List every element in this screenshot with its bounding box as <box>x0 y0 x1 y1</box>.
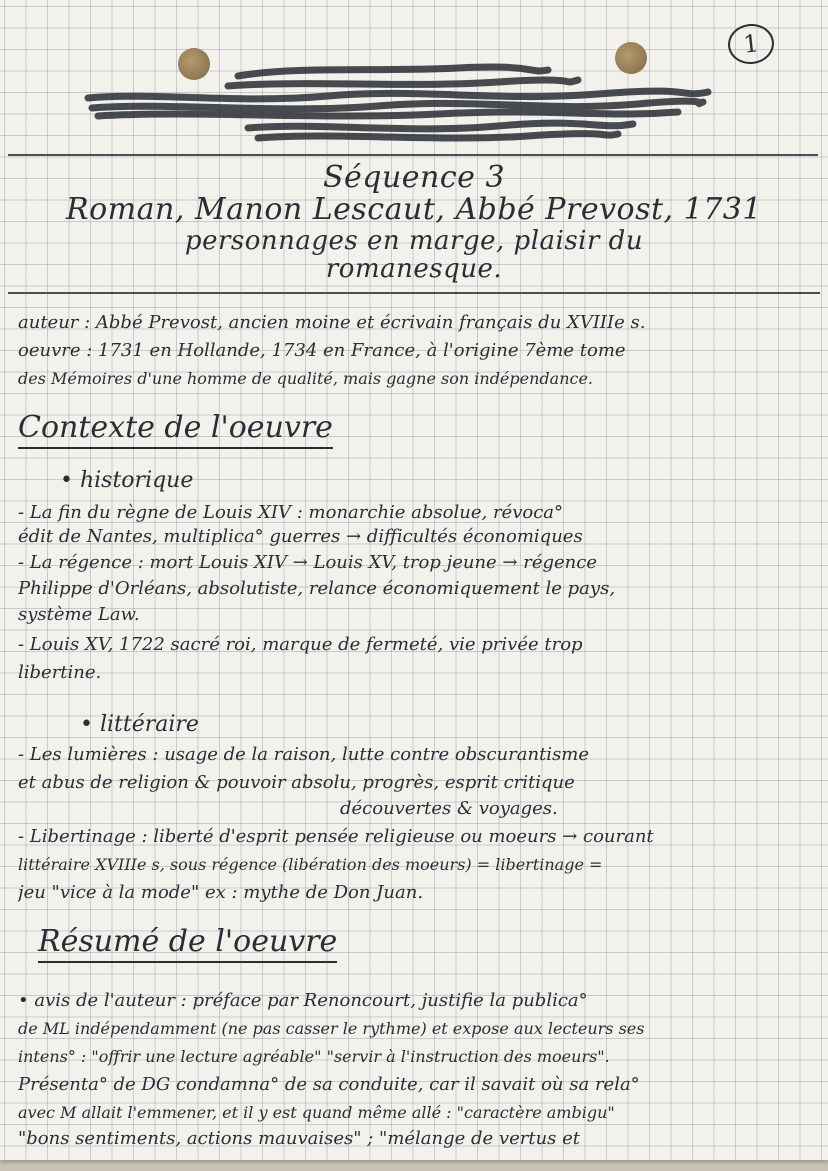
intro-line: auteur : Abbé Prevost, ancien moine et écrivain français du XVIIIe s. <box>18 312 646 333</box>
resume-line: intens° : "offrir une lecture agréable" "servir à l'instruction des moeurs". <box>18 1047 610 1066</box>
litteraire-line: - Les lumières : usage de la raison, lutte contre obscurantisme <box>18 744 590 765</box>
page-number: 1 <box>726 22 776 67</box>
historique-line: - La régence : mort Louis XIV → Louis XV, trop jeune → régence <box>18 552 597 573</box>
divider-sequence <box>8 292 820 294</box>
contexte-heading: Contexte de l'oeuvre <box>18 410 333 449</box>
historique-line: - La fin du règne de Louis XIV : monarchie absolue, révoca° <box>18 502 564 523</box>
historique-label: • historique <box>60 468 194 493</box>
resume-line: • avis de l'auteur : préface par Renoncourt, justifie la publica° <box>18 990 588 1011</box>
litteraire-line: jeu "vice à la mode" ex : mythe de Don Juan. <box>18 882 424 903</box>
resume-line: "bons sentiments, actions mauvaises" ; "mélange de vertus et <box>18 1128 581 1149</box>
intro-line: des Mémoires d'une homme de qualité, mais gagne son indépendance. <box>18 369 594 388</box>
litteraire-line: littéraire XVIIIe s, sous régence (libération des moeurs) = libertinage = <box>18 855 603 874</box>
historique-line: édit de Nantes, multiplica° guerres → difficultés économiques <box>18 526 583 547</box>
historique-line: Philippe d'Orléans, absolutiste, relance économiquement le pays, <box>18 578 616 599</box>
sequence-title: Roman, Manon Lescaut, Abbé Prevost, 1731 <box>66 192 762 227</box>
litteraire-label: • littéraire <box>80 712 199 737</box>
litteraire-line: et abus de religion & pouvoir absolu, progrès, esprit critique <box>18 772 575 793</box>
historique-line: - Louis XV, 1722 sacré roi, marque de fermeté, vie privée trop <box>18 634 583 655</box>
divider-top <box>8 154 818 156</box>
resume-line: de ML indépendamment (ne pas casser le rythme) et expose aux lecteurs ses <box>18 1019 645 1038</box>
litteraire-line: découvertes & voyages. <box>340 798 558 819</box>
resume-line: Présenta° de DG condamna° de sa conduite, car il savait où sa rela° <box>18 1074 640 1095</box>
historique-line: libertine. <box>18 662 102 683</box>
intro-line: oeuvre : 1731 en Hollande, 1734 en France, à l'origine 7ème tome <box>18 340 626 361</box>
sequence-label: Séquence 3 <box>322 160 506 195</box>
resume-line: avec M allait l'emmener, et il y est quand même allé : "caractère ambigu" <box>18 1103 615 1122</box>
historique-line: système Law. <box>18 604 140 625</box>
resume-heading: Résumé de l'oeuvre <box>38 924 337 963</box>
sequence-subtitle-1: personnages en marge, plaisir du <box>184 226 644 256</box>
crossed-out-title <box>78 58 718 148</box>
sequence-subtitle-2: romanesque. <box>325 254 503 284</box>
litteraire-line: - Libertinage : liberté d'esprit pensée religieuse ou moeurs → courant <box>18 826 654 847</box>
